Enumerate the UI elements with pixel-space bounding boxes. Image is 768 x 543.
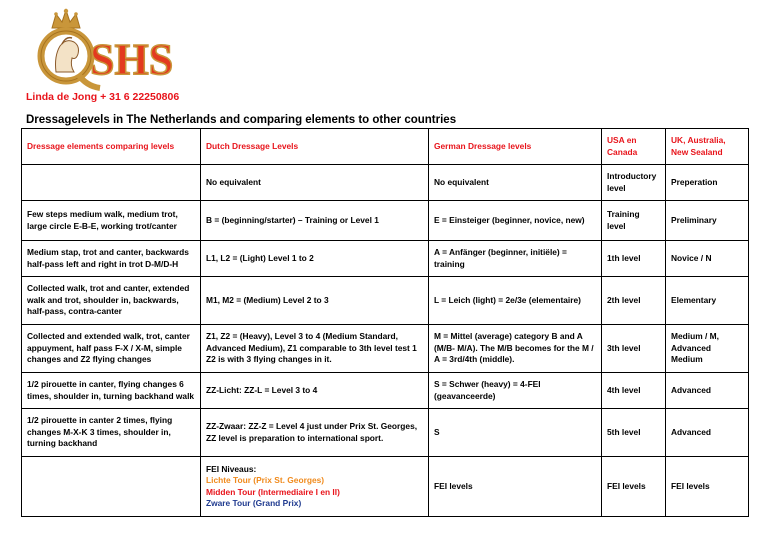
header-cell: USA en Canada: [602, 129, 666, 165]
table-cell: L1, L2 = (Light) Level 1 to 2: [201, 241, 429, 277]
table-cell: [22, 165, 201, 201]
fei-niveaus-title: FEI Niveaus:: [206, 463, 257, 474]
dressage-levels-table: [21, 128, 749, 517]
table-row: [22, 373, 749, 409]
table-cell: 5th level: [602, 409, 666, 457]
table-cell: 1th level: [602, 241, 666, 277]
table-cell: Z1, Z2 = (Heavy), Level 3 to 4 (Medium Standard, Advanced Medium), Z1 comparable to 3th level test 1 Z2 is with 3 flying changes in it.: [201, 325, 429, 373]
table-cell: A = Anfänger (beginner, initiële) = training: [429, 241, 602, 277]
table-row: [22, 165, 749, 201]
table-row: [22, 277, 749, 325]
header-cell: Dutch Dressage Levels: [201, 129, 429, 165]
table-cell: Elementary: [666, 277, 749, 325]
contact-line: Linda de Jong + 31 6 22250806: [26, 91, 180, 103]
table-cell: E = Einsteiger (beginner, novice, new): [429, 201, 602, 241]
zware-tour: Zware Tour (Grand Prix): [206, 498, 302, 508]
header-cell: UK, Australia, New Sealand: [666, 129, 749, 165]
page-heading: Dressagelevels in The Netherlands and comparing elements to other countries: [26, 114, 457, 126]
table-cell: 1/2 pirouette in canter 2 times, flying changes M-X-K 3 times, shoulder in, turning backhand: [22, 409, 201, 457]
table-cell: ZZ-Zwaar: ZZ-Z = Level 4 just under Prix St. Georges, ZZ level is preparation to international sport.: [201, 409, 429, 457]
table-cell: Preliminary: [666, 201, 749, 241]
table-cell: No equivalent: [201, 165, 429, 201]
table-row: [22, 325, 749, 373]
table-row: [22, 201, 749, 241]
qshs-logo: [26, 8, 186, 94]
svg-text:SHS: SHS: [90, 35, 174, 84]
fei-niveaus-cell: [201, 457, 429, 517]
header-cell: Dressage elements comparing levels: [22, 129, 201, 165]
table-cell: M = Mittel (average) category B and A (M/B- M/A). The M/B becomes for the M / A = 3rd/4th (middle).: [429, 325, 602, 373]
crown-horse-logo-icon: [26, 8, 186, 94]
table-row-fei: [22, 457, 749, 517]
table-cell: Novice / N: [666, 241, 749, 277]
table-cell: 2th level: [602, 277, 666, 325]
table-cell: FEI levels: [602, 457, 666, 517]
table-cell: Medium stap, trot and canter, backwards half-pass left and right in trot D-M/D-H: [22, 241, 201, 277]
table-cell: S = Schwer (heavy) = 4-FEI (geavanceerde): [429, 373, 602, 409]
table-cell: 3th level: [602, 325, 666, 373]
table-cell: L = Leich (light) = 2e/3e (elementaire): [429, 277, 602, 325]
table-cell: Advanced: [666, 409, 749, 457]
table-cell: Preperation: [666, 165, 749, 201]
table-cell: Collected and extended walk, trot, canter appuyment, half pass F-X / X-M, simple changes and Z2 flying changes: [22, 325, 201, 373]
table-row: [22, 409, 749, 457]
table-cell: Advanced: [666, 373, 749, 409]
table-cell: FEI levels: [429, 457, 602, 517]
table-cell: FEI levels: [666, 457, 749, 517]
header-cell: German Dressage levels: [429, 129, 602, 165]
table-cell: Training level: [602, 201, 666, 241]
lichte-tour: Lichte Tour (Prix St. Georges): [206, 475, 325, 485]
midden-tour: Midden Tour (Intermediaire I en II): [206, 486, 340, 497]
table-row: [22, 241, 749, 277]
table-cell: M1, M2 = (Medium) Level 2 to 3: [201, 277, 429, 325]
table-cell: Introductory level: [602, 165, 666, 201]
table-cell: B = (beginning/starter) – Training or Level 1: [201, 201, 429, 241]
table-cell: [22, 457, 201, 517]
table-cell: 1/2 pirouette in canter, flying changes 6 times, shoulder in, turning backhand walk: [22, 373, 201, 409]
table-cell: ZZ-Licht: ZZ-L = Level 3 to 4: [201, 373, 429, 409]
table-cell: 4th level: [602, 373, 666, 409]
table-cell: Few steps medium walk, medium trot, large circle E-B-E, working trot/canter: [22, 201, 201, 241]
table-cell: No equivalent: [429, 165, 602, 201]
table-cell: Collected walk, trot and canter, extended walk and trot, shoulder in, backwards, half-pass, contra-canter: [22, 277, 201, 325]
table-cell: S: [429, 409, 602, 457]
table-header-row: [22, 129, 749, 165]
table-cell: Medium / M, Advanced Medium: [666, 325, 749, 373]
